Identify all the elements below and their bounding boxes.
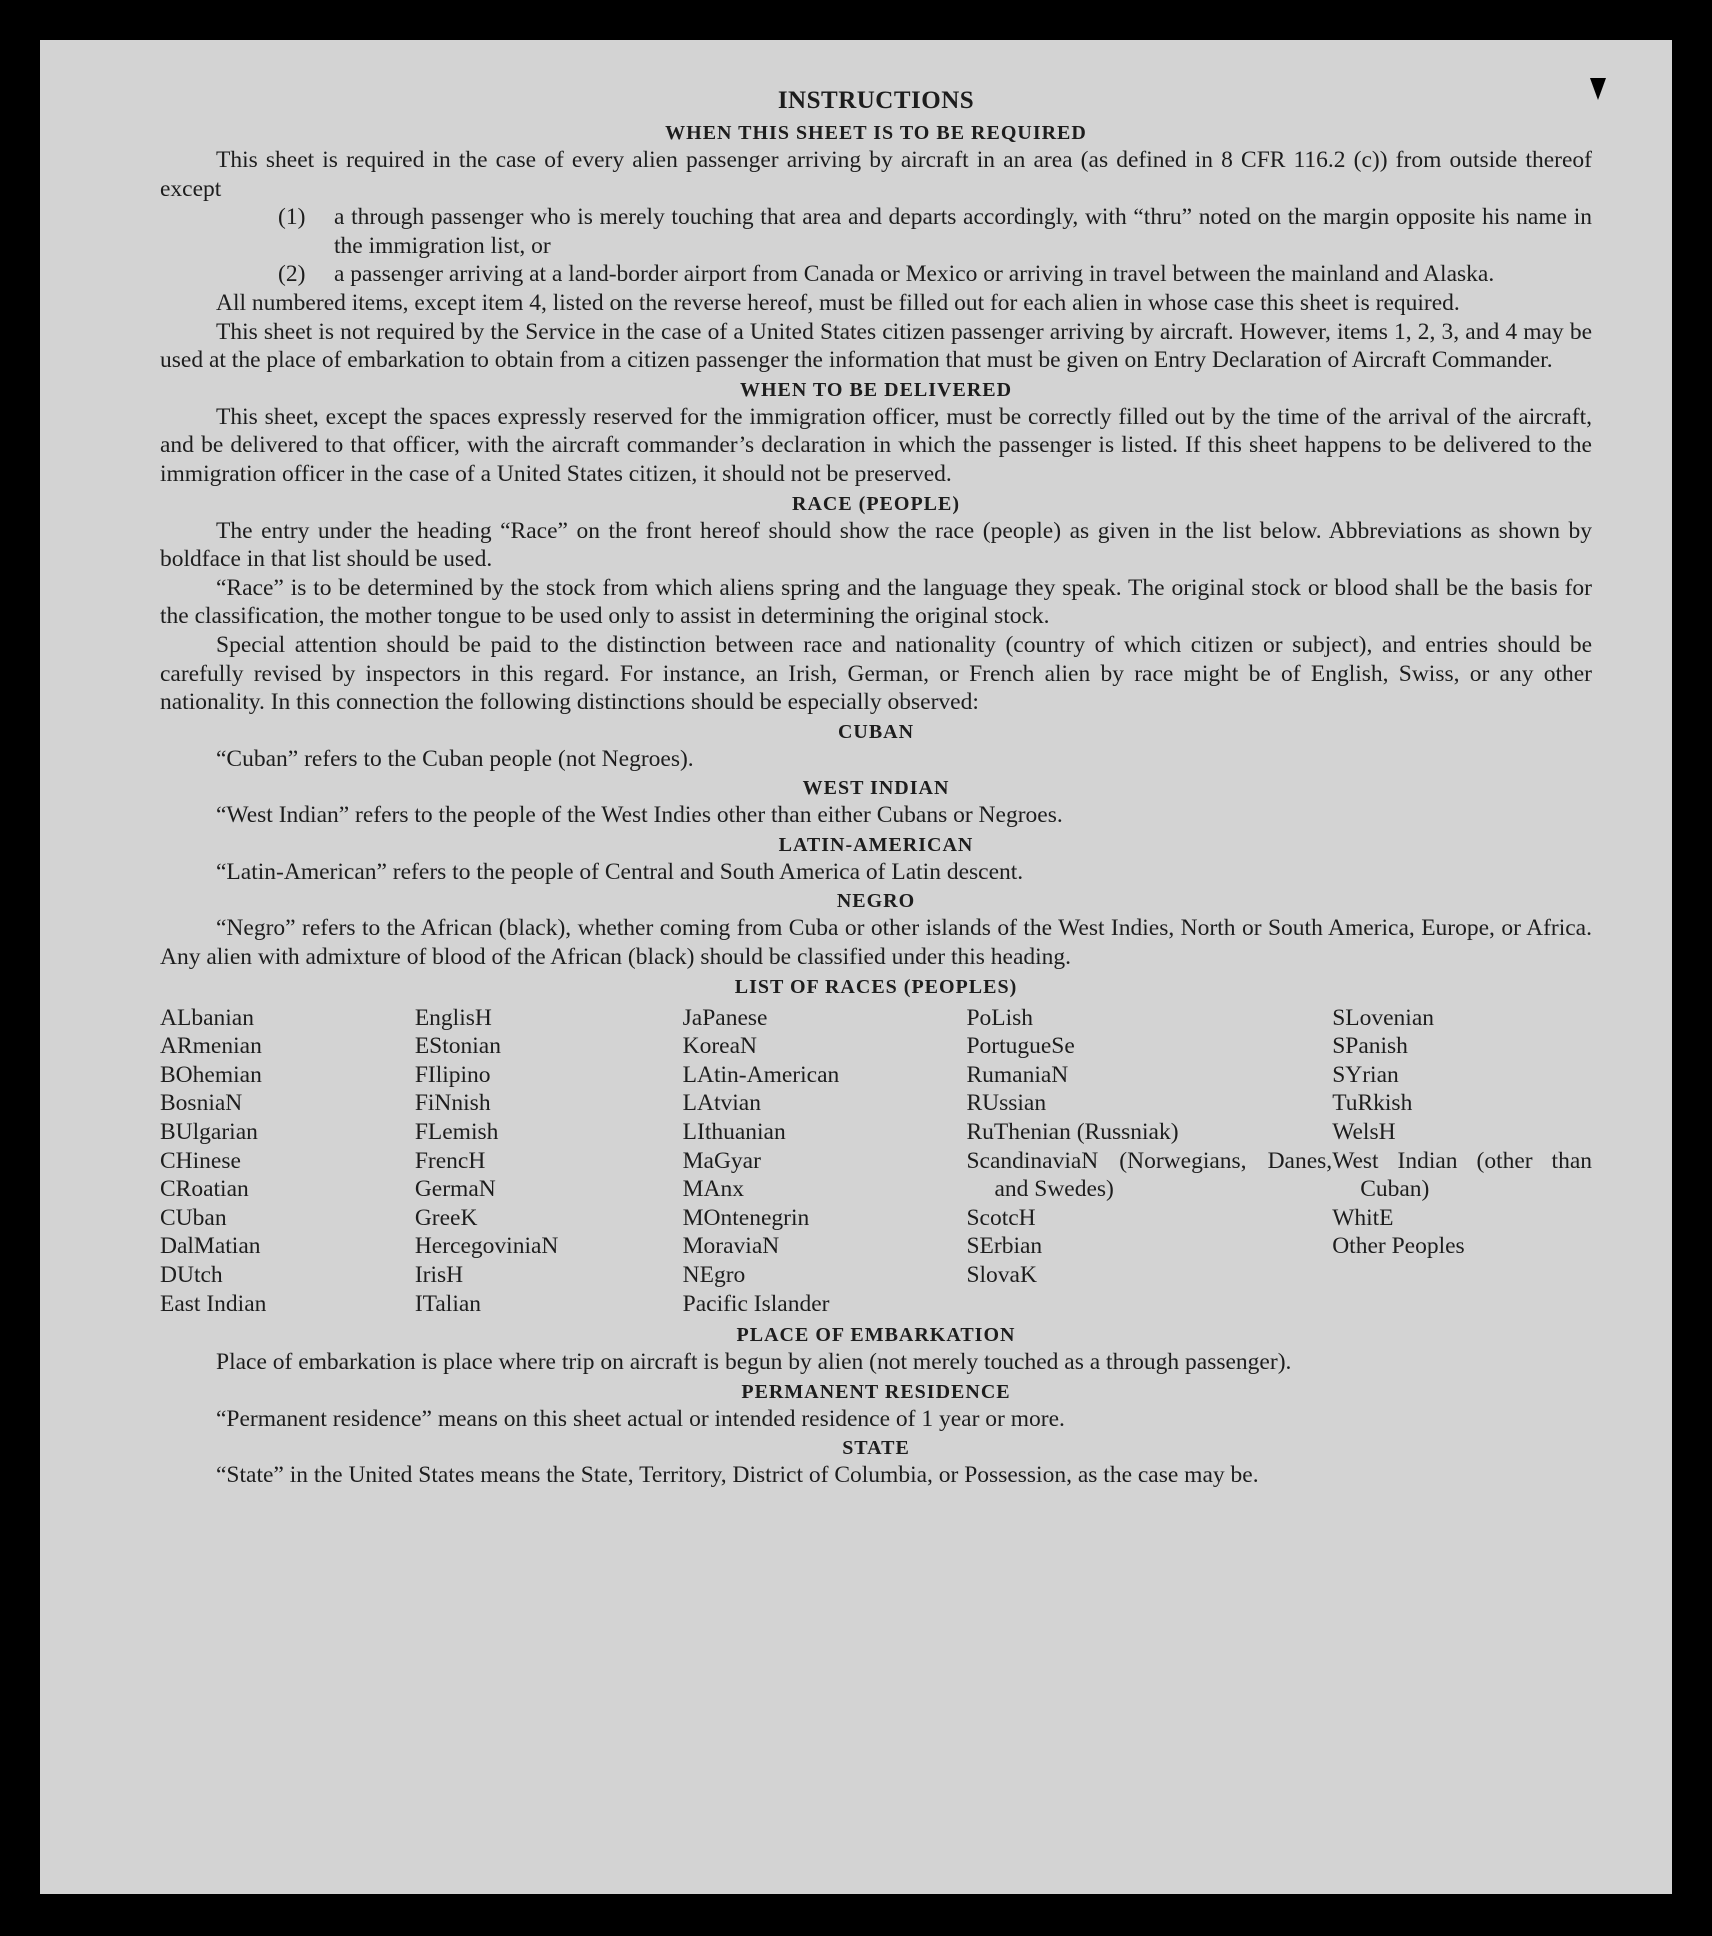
race-item: GreeK — [414, 1204, 478, 1231]
race-item: RumaniaN — [966, 1061, 1069, 1088]
section-heading-cuban: CUBAN — [837, 720, 915, 743]
race-item: CRoatian — [160, 1176, 249, 1203]
race-item: PoLish — [966, 1004, 1034, 1031]
race-item: HercegoviniaN — [414, 1233, 559, 1260]
race-item: EStonian — [414, 1033, 501, 1060]
race-item: WelsH — [1332, 1119, 1396, 1146]
race-item: CUban — [160, 1204, 227, 1231]
paragraph: Special attention should be paid to the distinction between race and nationality (country of which citizen or subject), and entries should be carefully revised by inspectors in this regard. For instance, an Irish, German, or French alien by race might be of English, Swiss, or any other nationality. In this connection the following distinctions should be especially observed: — [160, 631, 1592, 716]
races-column — [160, 1004, 415, 1319]
race-item: LAtin-American — [682, 1061, 840, 1088]
race-item: ScandinaviaN (Norwegians, Danes, and Swedes) — [966, 1147, 1333, 1203]
race-item: RuThenian (Russniak) — [966, 1119, 1179, 1146]
race-item: MAnx — [682, 1176, 745, 1203]
section-heading-state: STATE — [842, 1437, 910, 1460]
list-text: a through passenger who is merely touching that area and departs accordingly, with “thru” noted on the margin opposite his name in the immigration list, or — [334, 204, 1592, 259]
race-item: MOntenegrin — [682, 1204, 810, 1231]
race-item: KoreaN — [682, 1033, 758, 1060]
race-item: RUssian — [966, 1090, 1047, 1117]
races-list — [160, 1004, 1592, 1319]
race-item: SYrian — [1332, 1061, 1399, 1088]
race-item: SlovaK — [966, 1262, 1037, 1288]
races-column — [683, 1004, 967, 1319]
race-item: LIthuanian — [682, 1119, 786, 1146]
race-item: DalMatian — [160, 1233, 261, 1260]
race-item: SErbian — [966, 1233, 1043, 1260]
paragraph: The entry under the heading “Race” on the front hereof should show the race (people) as given in the list below. Abbreviations as shown by boldface in that list should be used. — [160, 517, 1592, 573]
list-number: (2) — [278, 261, 306, 288]
instruction-sheet — [40, 40, 1672, 1894]
race-item: TuRkish — [1332, 1090, 1413, 1117]
paragraph: “Race” is to be determined by the stock from which aliens spring and the language they speak. The original stock or blood shall be the basis for the classification, the mother tongue to be used only to assist in determining the original stock. — [160, 574, 1592, 630]
race-item: ARmenian — [160, 1033, 262, 1060]
race-item: FrencH — [414, 1147, 486, 1174]
race-item: IrisH — [414, 1262, 464, 1288]
paragraph: This sheet is not required by the Service in the case of a United States citizen passenger arriving by aircraft. However, items 1, 2, 3, and 4 may be used at the place of embarkation to obtain from a citizen passenger the information that must be given on Entry Declaration of Aircraft Commander. — [160, 318, 1592, 374]
race-item: MoraviaN — [682, 1233, 780, 1260]
races-column — [1332, 1004, 1592, 1319]
race-item: BOhemian — [160, 1061, 262, 1088]
section-heading-required: WHEN THIS SHEET IS TO BE REQUIRED — [665, 122, 1087, 144]
paragraph: This sheet, except the spaces expressly reserved for the immigration officer, must be correctly filled out by the time of the arrival of the aircraft, and be delivered to that officer, with the aircraft commander’s declaration in which the passenger is listed. If this sheet happens to be delivered to the immigration officer in the case of a United States citizen, it should not be preserved. — [160, 403, 1592, 487]
paragraph: “Latin-American” refers to the people of Central and South America of Latin descent. — [216, 858, 1024, 885]
races-column — [415, 1004, 683, 1319]
race-item: MaGyar — [682, 1147, 761, 1174]
race-item: East Indian — [160, 1290, 267, 1317]
race-item: SPanish — [1332, 1033, 1408, 1060]
list-item — [160, 203, 1592, 260]
race-item: BUlgarian — [160, 1119, 258, 1146]
paragraph: “West Indian” refers to the people of the West Indies other than either Cubans or Negroes. — [216, 802, 1063, 829]
race-item: FIlipino — [414, 1061, 491, 1088]
section-heading-permanent-residence: PERMANENT RESIDENCE — [741, 1380, 1011, 1403]
race-item: GermaN — [414, 1176, 496, 1203]
race-item: West Indian (other than Cuban) — [1332, 1147, 1592, 1203]
race-item: ScotcH — [966, 1204, 1036, 1231]
list-text: a passenger arriving at a land-border airport from Canada or Mexico or arriving in travel between the mainland and Alaska. — [334, 261, 1495, 288]
race-item: WhitE — [1332, 1204, 1394, 1231]
section-heading-embarkation: PLACE OF EMBARKATION — [736, 1324, 1016, 1347]
section-heading-negro: NEGRO — [836, 890, 916, 913]
races-column — [966, 1004, 1332, 1319]
section-heading-west-indian: WEST INDIAN — [802, 777, 950, 800]
section-heading-race: RACE (PEOPLE) — [792, 492, 960, 515]
race-item: ALbanian — [160, 1004, 254, 1031]
race-item: BosniaN — [160, 1090, 243, 1117]
page-title: INSTRUCTIONS — [777, 87, 975, 114]
race-item: Other Peoples — [1332, 1233, 1465, 1260]
race-item: ITalian — [414, 1290, 482, 1317]
race-item: FLemish — [414, 1119, 499, 1146]
paragraph: “Permanent residence” means on this sheet actual or intended residence of 1 year or more. — [216, 1405, 1065, 1432]
race-item: EnglisH — [414, 1004, 492, 1031]
corner-mark-icon — [1590, 78, 1606, 100]
race-item: Pacific Islander — [682, 1290, 830, 1317]
paragraph: This sheet is required in the case of every alien passenger arriving by aircraft in an area (as defined in 8 CFR 116.2 (c)) from outside thereof except — [160, 147, 1592, 202]
section-heading-latin-american: LATIN-AMERICAN — [778, 833, 974, 856]
race-item: PortugueSe — [966, 1033, 1075, 1060]
race-item: CHinese — [160, 1147, 241, 1174]
paragraph: Place of embarkation is place where trip on aircraft is begun by alien (not merely touched as a through passenger). — [216, 1349, 1292, 1376]
list-item — [160, 260, 1592, 289]
race-item: FiNnish — [414, 1090, 491, 1117]
section-heading-delivered: WHEN TO BE DELIVERED — [739, 378, 1013, 401]
race-item: DUtch — [160, 1262, 223, 1288]
paragraph: “State” in the United States means the State, Territory, District of Columbia, or Possession, as the case may be. — [216, 1462, 1259, 1489]
races-heading: LIST OF RACES (PEOPLES) — [734, 975, 1018, 998]
paragraph: All numbered items, except item 4, listed on the reverse hereof, must be filled out for each alien in whose case this sheet is required. — [216, 289, 1460, 316]
race-item: NEgro — [682, 1262, 746, 1288]
race-item: SLovenian — [1332, 1004, 1435, 1031]
race-item: LAtvian — [682, 1090, 761, 1117]
list-number: (1) — [278, 204, 306, 231]
paragraph: “Negro” refers to the African (black), whether coming from Cuba or other islands of the West Indies, North or South America, Europe, or Africa. Any alien with admixture of blood of the African (black) should be classified under this heading. — [160, 915, 1592, 971]
paragraph: “Cuban” refers to the Cuban people (not Negroes). — [216, 745, 694, 772]
race-item: JaPanese — [682, 1004, 768, 1031]
